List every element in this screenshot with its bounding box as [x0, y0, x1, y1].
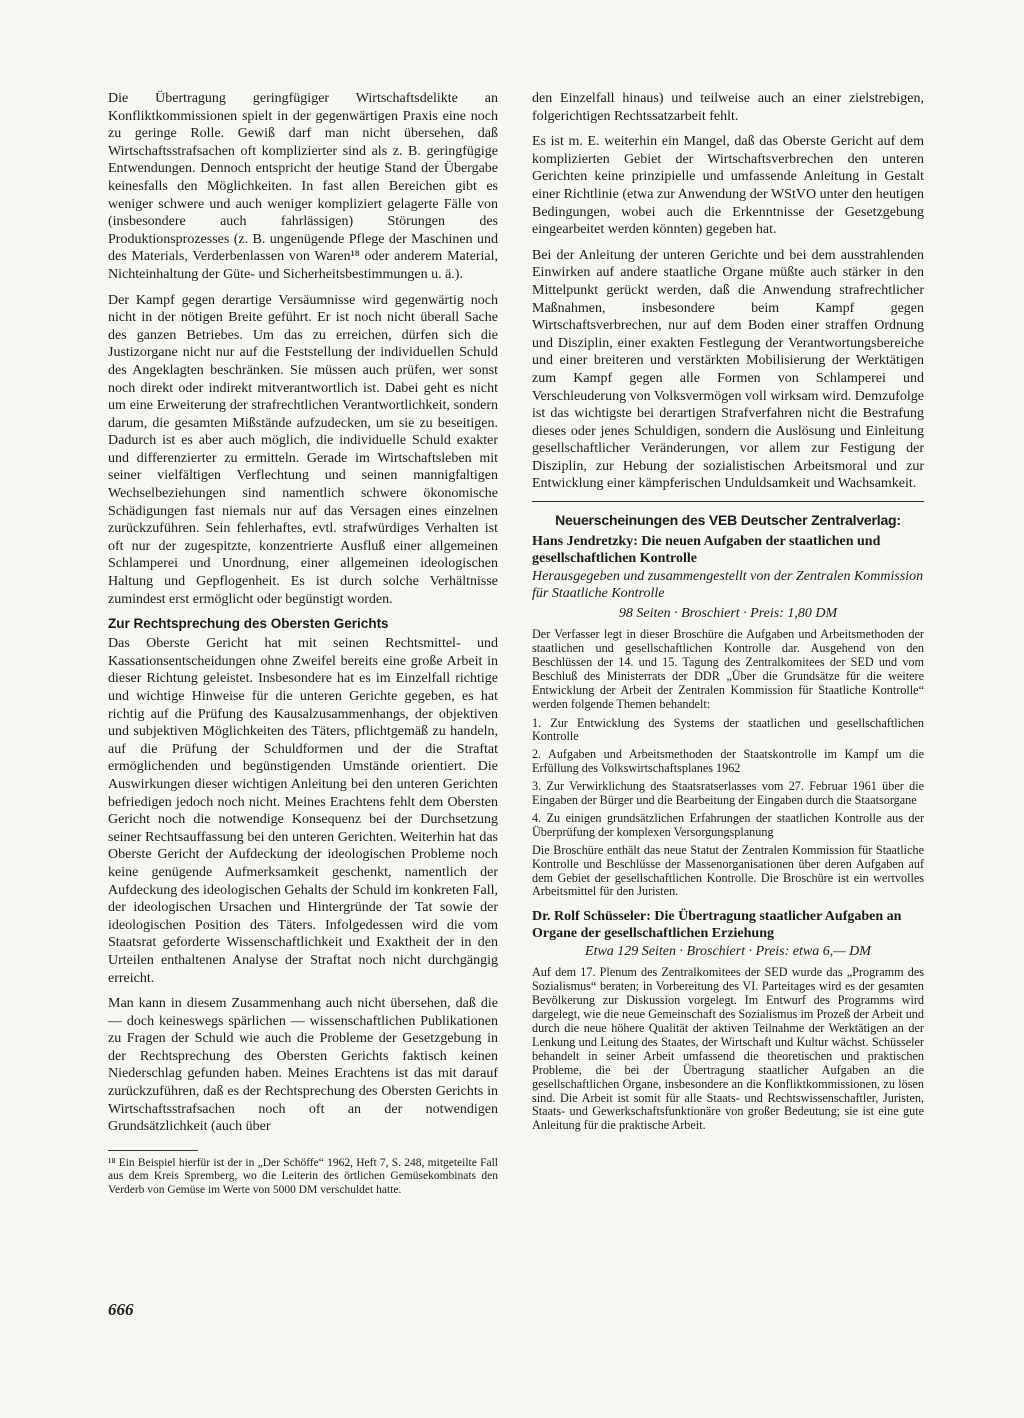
paragraph: Es ist m. E. weiterhin ein Mangel, daß das Oberste Gericht auf dem komplizierten Gebiet der Wirtschaftsverbrechen den unteren Gerichten keine prinzipielle und umfassende Anleitung in Gestalt einer Richtlinie (etwa zur Anwendung der WStVO unter den heutigen Bedingungen, wobei auch die Erkenntnisse der Gesetzgebung eingearbeitet werden könnten) gegeben hat. — [532, 134, 924, 238]
page-number: 666 — [108, 1300, 134, 1319]
book-title: Dr. Rolf Schüsseler: Die Übertragung staatlicher Aufgaben an Organe der gesellschaftlichen Erziehung — [532, 909, 902, 941]
paragraph: Man kann in diesem Zusammenhang auch nicht übersehen, daß die — doch keineswegs spärlichen — wissenschaftlichen Publikationen zu Fragen der Schuld wie auch die Probleme der Gesetzgebung in der Rechtsprechung des Obersten Gerichts faktisch keinen Niederschlag gefunden haben. Meines Erachtens ist das mit darauf zurückzuführen, daß es der Rechtsprechung des Obersten Gerichts in Wirtschaftsstrafsachen noch oft an der notwendigen Grundsätzlichkeit (auch über — [108, 996, 498, 1135]
list-item: 1. Zur Entwicklung des Systems der staatlichen und gesellschaftlichen Kontrolle — [532, 715, 924, 744]
book-meta: 98 Seiten · Broschiert · Preis: 1,80 DM — [618, 606, 838, 622]
book-subtitle: Herausgegeben und zusammengestellt von der Zentralen Kommission für Staatliche Kontrolle — [532, 569, 924, 601]
paragraph: Die Übertragung geringfügiger Wirtschaftsdelikte an Konfliktkommissionen spielt in der gegenwärtigen Praxis eine noch zu geringe Rolle. Gewiß darf man nicht übersehen, daß Wirtschaftsstrafsachen oft komplizierter sind als z. B. geringfügige Entwendungen. Dennoch entspricht der heutige Stand der Übergabe keinesfalls den Möglichkeiten. In fast allen Bereichen gibt es weniger schwere und auch weniger kompliziert gelagerte Fälle von (insbesondere auch fahrlässigen) Störungen des Produktionsprozesses (z. B. ungenügende Pflege der Maschinen und des Materials, Verderbenlassen von Waren¹⁸ oder anderem Material, Nichteinhaltung der Güte- und Sicherheitsbestimmungen u. ä.). — [108, 91, 498, 282]
list-item: 4. Zu einigen grundsätzlichen Erfahrungen der staatlichen Kontrolle aus der Überprüfung der komplexen Versorgungsplanung — [532, 810, 924, 839]
book-meta: Etwa 129 Seiten · Broschiert · Preis: etwa 6,— DM — [585, 944, 871, 960]
ad-heading: Neuerscheinungen des VEB Deutscher Zentralverlag: — [555, 512, 901, 529]
book-description: Auf dem 17. Plenum des Zentralkomitees der SED wurde das „Programm des Sozialismus“ beraten; in Vorbereitung des VI. Parteitages wird es der gesamten Bevölkerung zur Diskussion vorgelegt. Im Entwurf des Programms wird dargelegt, wie die neue Gemeinschaft des Sozialismus im Prozeß der Arbeit und durch die neue höhere Qualität der aktiven Teilnahme der Werktätigen an der Lenkung und Leitung des Staates, der Wirtschaft und Kultur wächst. Schüsseler behandelt in seiner Arbeit umfassend die theoretischen und praktischen Probleme, die bei der Übertragung staatlicher Aufgaben an die gesellschaftlichen Organe, insbesondere an die Konfliktkommissionen, zu lösen sind. Die Arbeit ist somit für alle Staats- und Rechtswissenschaftler, Juristen, Staats- und Gewerkschaftsfunktionäre von großer Bedeutung; sie ist eine gute Anleitung für die praktische Arbeit. — [532, 965, 924, 1133]
ad-divider — [532, 501, 924, 502]
publisher-advertisement — [532, 512, 924, 1133]
paragraph: den Einzelfall hinaus) und teilweise auch an einer zielstrebigen, folgerichtigen Rechtssatzarbeit fehlt. — [532, 91, 924, 124]
right-column — [532, 90, 924, 1138]
list-item: 2. Aufgaben und Arbeitsmethoden der Staatskontrolle im Kampf um die Erfüllung des Volkswirtschaftsplanes 1962 — [532, 747, 924, 776]
footnote: ¹⁸ Ein Beispiel hierfür ist der in „Der Schöffe“ 1962, Heft 7, S. 248, mitgeteilte Fall aus dem Kreis Spremberg, wo die Leiterin des örtlichen Gemüsekombinats den Verderb von Gemüse im Werte von 5000 DM verschuldet hatte. — [108, 1156, 498, 1197]
footnote-divider — [108, 1150, 198, 1151]
left-column — [108, 90, 498, 1206]
book-description: Die Broschüre enthält das neue Statut der Zentralen Kommission für Staatliche Kontrolle und Beschlüsse der Massenorganisationen über deren Aufgaben auf dem Gebiet der gesellschaftlichen Kontrolle. Die Broschüre ist ein wertvolles Arbeitsmittel für den Juristen. — [532, 842, 924, 899]
paragraph: Bei der Anleitung der unteren Gerichte und bei dem ausstrahlenden Einwirken auf andere staatliche Organe müßte auch stärker in den Mittelpunkt gerückt werden, daß die Anwendung strafrechtlicher Maßnahmen, insbesondere beim Kampf gegen Wirtschaftsverbrechen, nur auf dem Boden einer straffen Ordnung und Disziplin, einer exakten Festlegung der Verantwortungsbereiche und einer breiteren und verstärkten Mobilisierung der Werktätigen zum Kampf gegen alle Formen von Schlamperei und Verschleuderung von Volksvermögen voll wirksam wird. Demzufolge ist das wichtigste bei derartigen Strafverfahren nicht die Bestrafung dieses oder jenes Schuldigen, sondern die Auslösung und Einleitung gesellschaftlicher Veränderungen, vor allem zur Festigung der Disziplin, zur Hebung der sozialistischen Arbeitsmoral und zur Entwicklung einer kämpferischen Unduldsamkeit und Wachsamkeit. — [532, 247, 924, 492]
list-item: 3. Zur Verwirklichung des Staatsratserlasses vom 27. Februar 1961 über die Eingaben der Bürger und die Bearbeitung der Eingaben durch die Staatsorgane — [532, 779, 924, 808]
section-heading: Zur Rechtsprechung des Obersten Gerichts — [108, 616, 389, 632]
book-title: Hans Jendretzky: Die neuen Aufgaben der staatlichen und gesellschaftlichen Kontrolle — [532, 534, 881, 566]
paragraph: Das Oberste Gericht hat mit seinen Rechtsmittel- und Kassationsentscheidungen ohne Zweifel bereits eine große Arbeit in dieser Richtung geleistet. Insbesondere hat es im Einzelfall richtige und wichtige Hinweise für die unteren Gerichte gegeben, es hat richtig auf die Prüfung des Kausalzusammenhangs, der objektiven und subjektiven Möglichkeiten des Täters, pflichtgemäß zu handeln, auf die Prüfung der Schuldformen und der die Straftat ermöglichenden und begünstigenden Umstände orientiert. Die Auswirkungen dieser wichtigen Anleitung bei den unteren Gerichten befriedigen jedoch noch nicht. Meines Erachtens fehlt dem Obersten Gericht noch die notwendige Konsequenz bei der Durchsetzung seiner Rechtsauffassung bei den unteren Gerichten. Weiterhin hat das Oberste Gericht der Aufdeckung der ideologischen Probleme noch keine genügende Aufmerksamkeit geschenkt, namentlich der Aufdeckung des ideologischen Gehalts der Schuld im konkreten Fall, der ideologischen Ursachen und Hintergründe der Tat sowie der ideologischen Position des Täters. Infolgedessen wird die vom Staatsrat geforderte Wissenschaftlichkeit und Exaktheit der in den Urteilen enthaltenen Analyse der Straftat noch nicht durchgängig erreicht. — [108, 636, 498, 986]
book-description: Der Verfasser legt in dieser Broschüre die Aufgaben und Arbeitsmethoden der staatlichen und gesellschaftlichen Kontrolle dar. Ausgehend von den Beschlüssen der 14. und 15. Tagung des Zentralkomitees der SED und vom Beschluß des Ministerrats der DDR „Über die Grundsätze für die weitere Entwicklung der Arbeit der Zentralen Kommission für Staatliche Kontrolle“ werden folgende Themen behandelt: — [532, 627, 924, 711]
paragraph: Der Kampf gegen derartige Versäumnisse wird gegenwärtig noch nicht in der nötigen Breite geführt. Er ist noch nicht überall Sache des ganzen Betriebes. Um das zu erreichen, dürfen sich die Justizorgane nicht nur auf die Feststellung der individuellen Schuld des Angeklagten beschränken. Sie müssen auch prüfen, wer sonst noch direkt oder indirekt mitverantwortlich ist. Dabei geht es nicht um eine Erweiterung der strafrechtlichen Verantwortlichkeit, sondern darum, die gesamten Mißstände aufzudecken, um sie zu beseitigen. Dadurch ist es aber auch möglich, die individuelle Schuld exakter und differenzierter zu ermitteln. Gerade im Wirtschaftsleben mit seiner vielfältigen Verflechtung und seinen mannigfaltigen Wechselbeziehungen sind namentlich schwere ökonomische Schädigungen fast niemals nur auf das Versagen eines einzelnen zurückzuführen. Sein fehlerhaftes, evtl. strafwürdiges Verhalten ist oft nur der zugespitzte, konzentrierte Ausfluß einer allgemeinen Schlamperei und Unordnung, einer allgemeinen ideologischen Haltung und Gepflogenheit. Es ist durch solche Verhältnisse zumindest erst ermöglicht oder begünstigt worden. — [108, 292, 498, 607]
